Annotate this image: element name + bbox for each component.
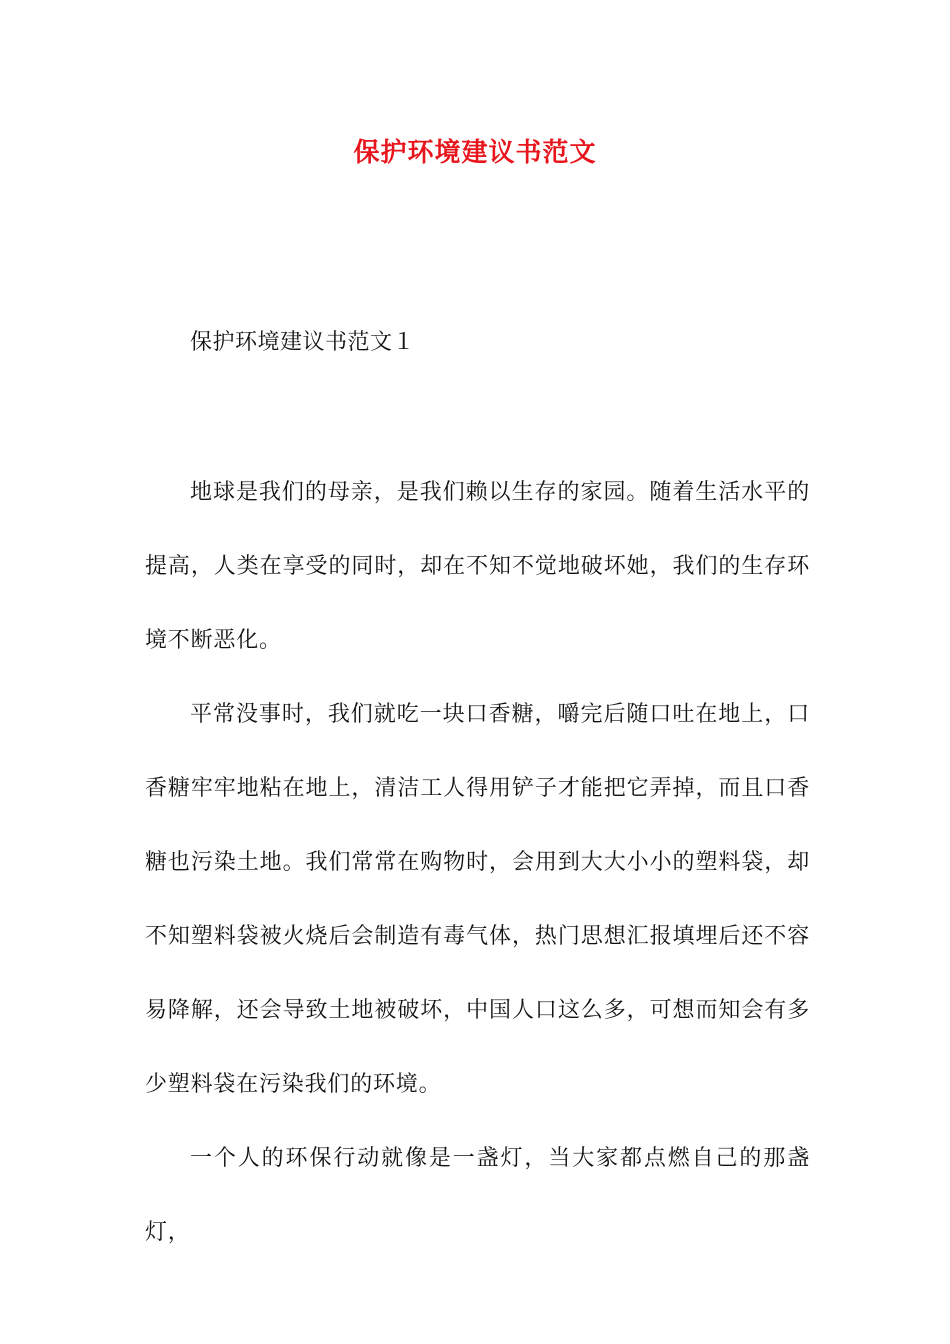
document-body: [145, 456, 810, 1270]
paragraph-3: 一个人的环保行动就像是一盏灯，当大家都点燃自己的那盏灯，: [145, 1146, 810, 1245]
section-heading: 保护环境建议书范文１: [190, 330, 416, 355]
document-title: 保护环境建议书范文: [353, 138, 597, 168]
paragraph-2: 平常没事时，我们就吃一块口香糖，嚼完后随口吐在地上，口香糖牢牢地粘在地上，清洁工人得用铲子才能把它弄掉，而且口香糖也污染土地。我们常常在购物时，会用到大大小小的塑料袋，却不知塑料袋被火烧后会制造有毒气体，热门思想汇报填埋后还不容易降解，还会导致土地被破坏，中国人口这么多，可想而知会有多少塑料袋在污染我们的环境。: [145, 702, 810, 1097]
paragraph-1: 地球是我们的母亲，是我们赖以生存的家园。随着生活水平的提高，人类在享受的同时，却在不知不觉地破坏她，我们的生存环境不断恶化。: [145, 480, 810, 653]
